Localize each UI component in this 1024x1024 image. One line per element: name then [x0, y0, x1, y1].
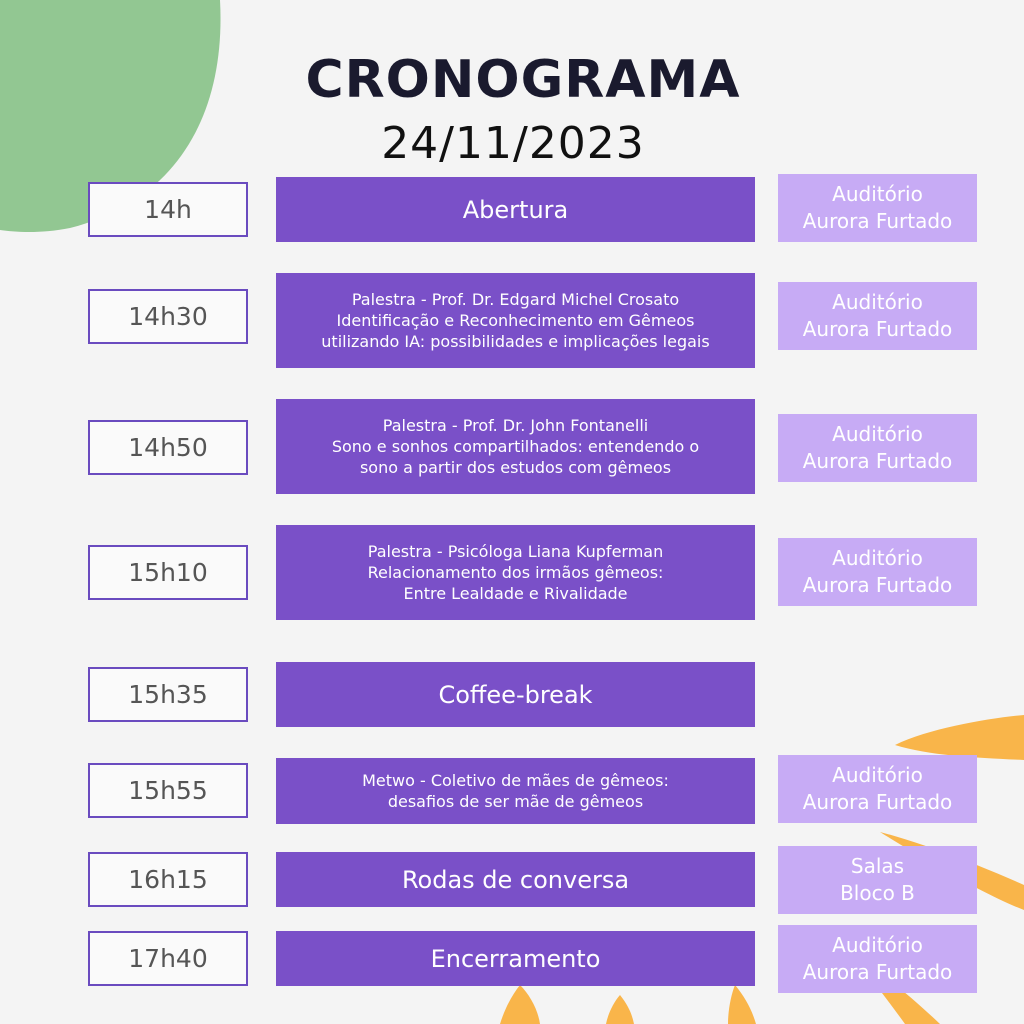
- schedule-event: Rodas de conversa: [276, 852, 755, 907]
- time-slot: 15h35: [88, 667, 248, 722]
- schedule-event: Palestra - Prof. Dr. Edgard Michel Crosato Identificação e Reconhecimento em Gêmeos utilizando IA: possibilidades e implicações legais: [276, 273, 755, 368]
- location-badge: Auditório Aurora Furtado: [778, 174, 977, 242]
- time-slot: 14h: [88, 182, 248, 237]
- schedule-event: Palestra - Prof. Dr. John Fontanelli Sono e sonhos compartilhados: entendendo o sono a partir dos estudos com gêmeos: [276, 399, 755, 494]
- page-title: CRONOGRAMA: [305, 50, 741, 110]
- time-slot: 16h15: [88, 852, 248, 907]
- time-slot: 17h40: [88, 931, 248, 986]
- location-badge: Auditório Aurora Furtado: [778, 755, 977, 823]
- location-badge: Auditório Aurora Furtado: [778, 414, 977, 482]
- schedule-event: Palestra - Psicóloga Liana Kupferman Relacionamento dos irmãos gêmeos: Entre Lealdade e Rivalidade: [276, 525, 755, 620]
- time-slot: 14h50: [88, 420, 248, 475]
- location-badge: Salas Bloco B: [778, 846, 977, 914]
- schedule-event: Abertura: [276, 177, 755, 242]
- time-slot: 15h10: [88, 545, 248, 600]
- schedule-event: Encerramento: [276, 931, 755, 986]
- location-badge: Auditório Aurora Furtado: [778, 282, 977, 350]
- location-badge: Auditório Aurora Furtado: [778, 925, 977, 993]
- event-date: 24/11/2023: [381, 118, 645, 169]
- time-slot: 14h30: [88, 289, 248, 344]
- time-slot: 15h55: [88, 763, 248, 818]
- schedule-event: Metwo - Coletivo de mães de gêmeos: desafios de ser mãe de gêmeos: [276, 758, 755, 824]
- schedule-event: Coffee-break: [276, 662, 755, 727]
- location-badge: Auditório Aurora Furtado: [778, 538, 977, 606]
